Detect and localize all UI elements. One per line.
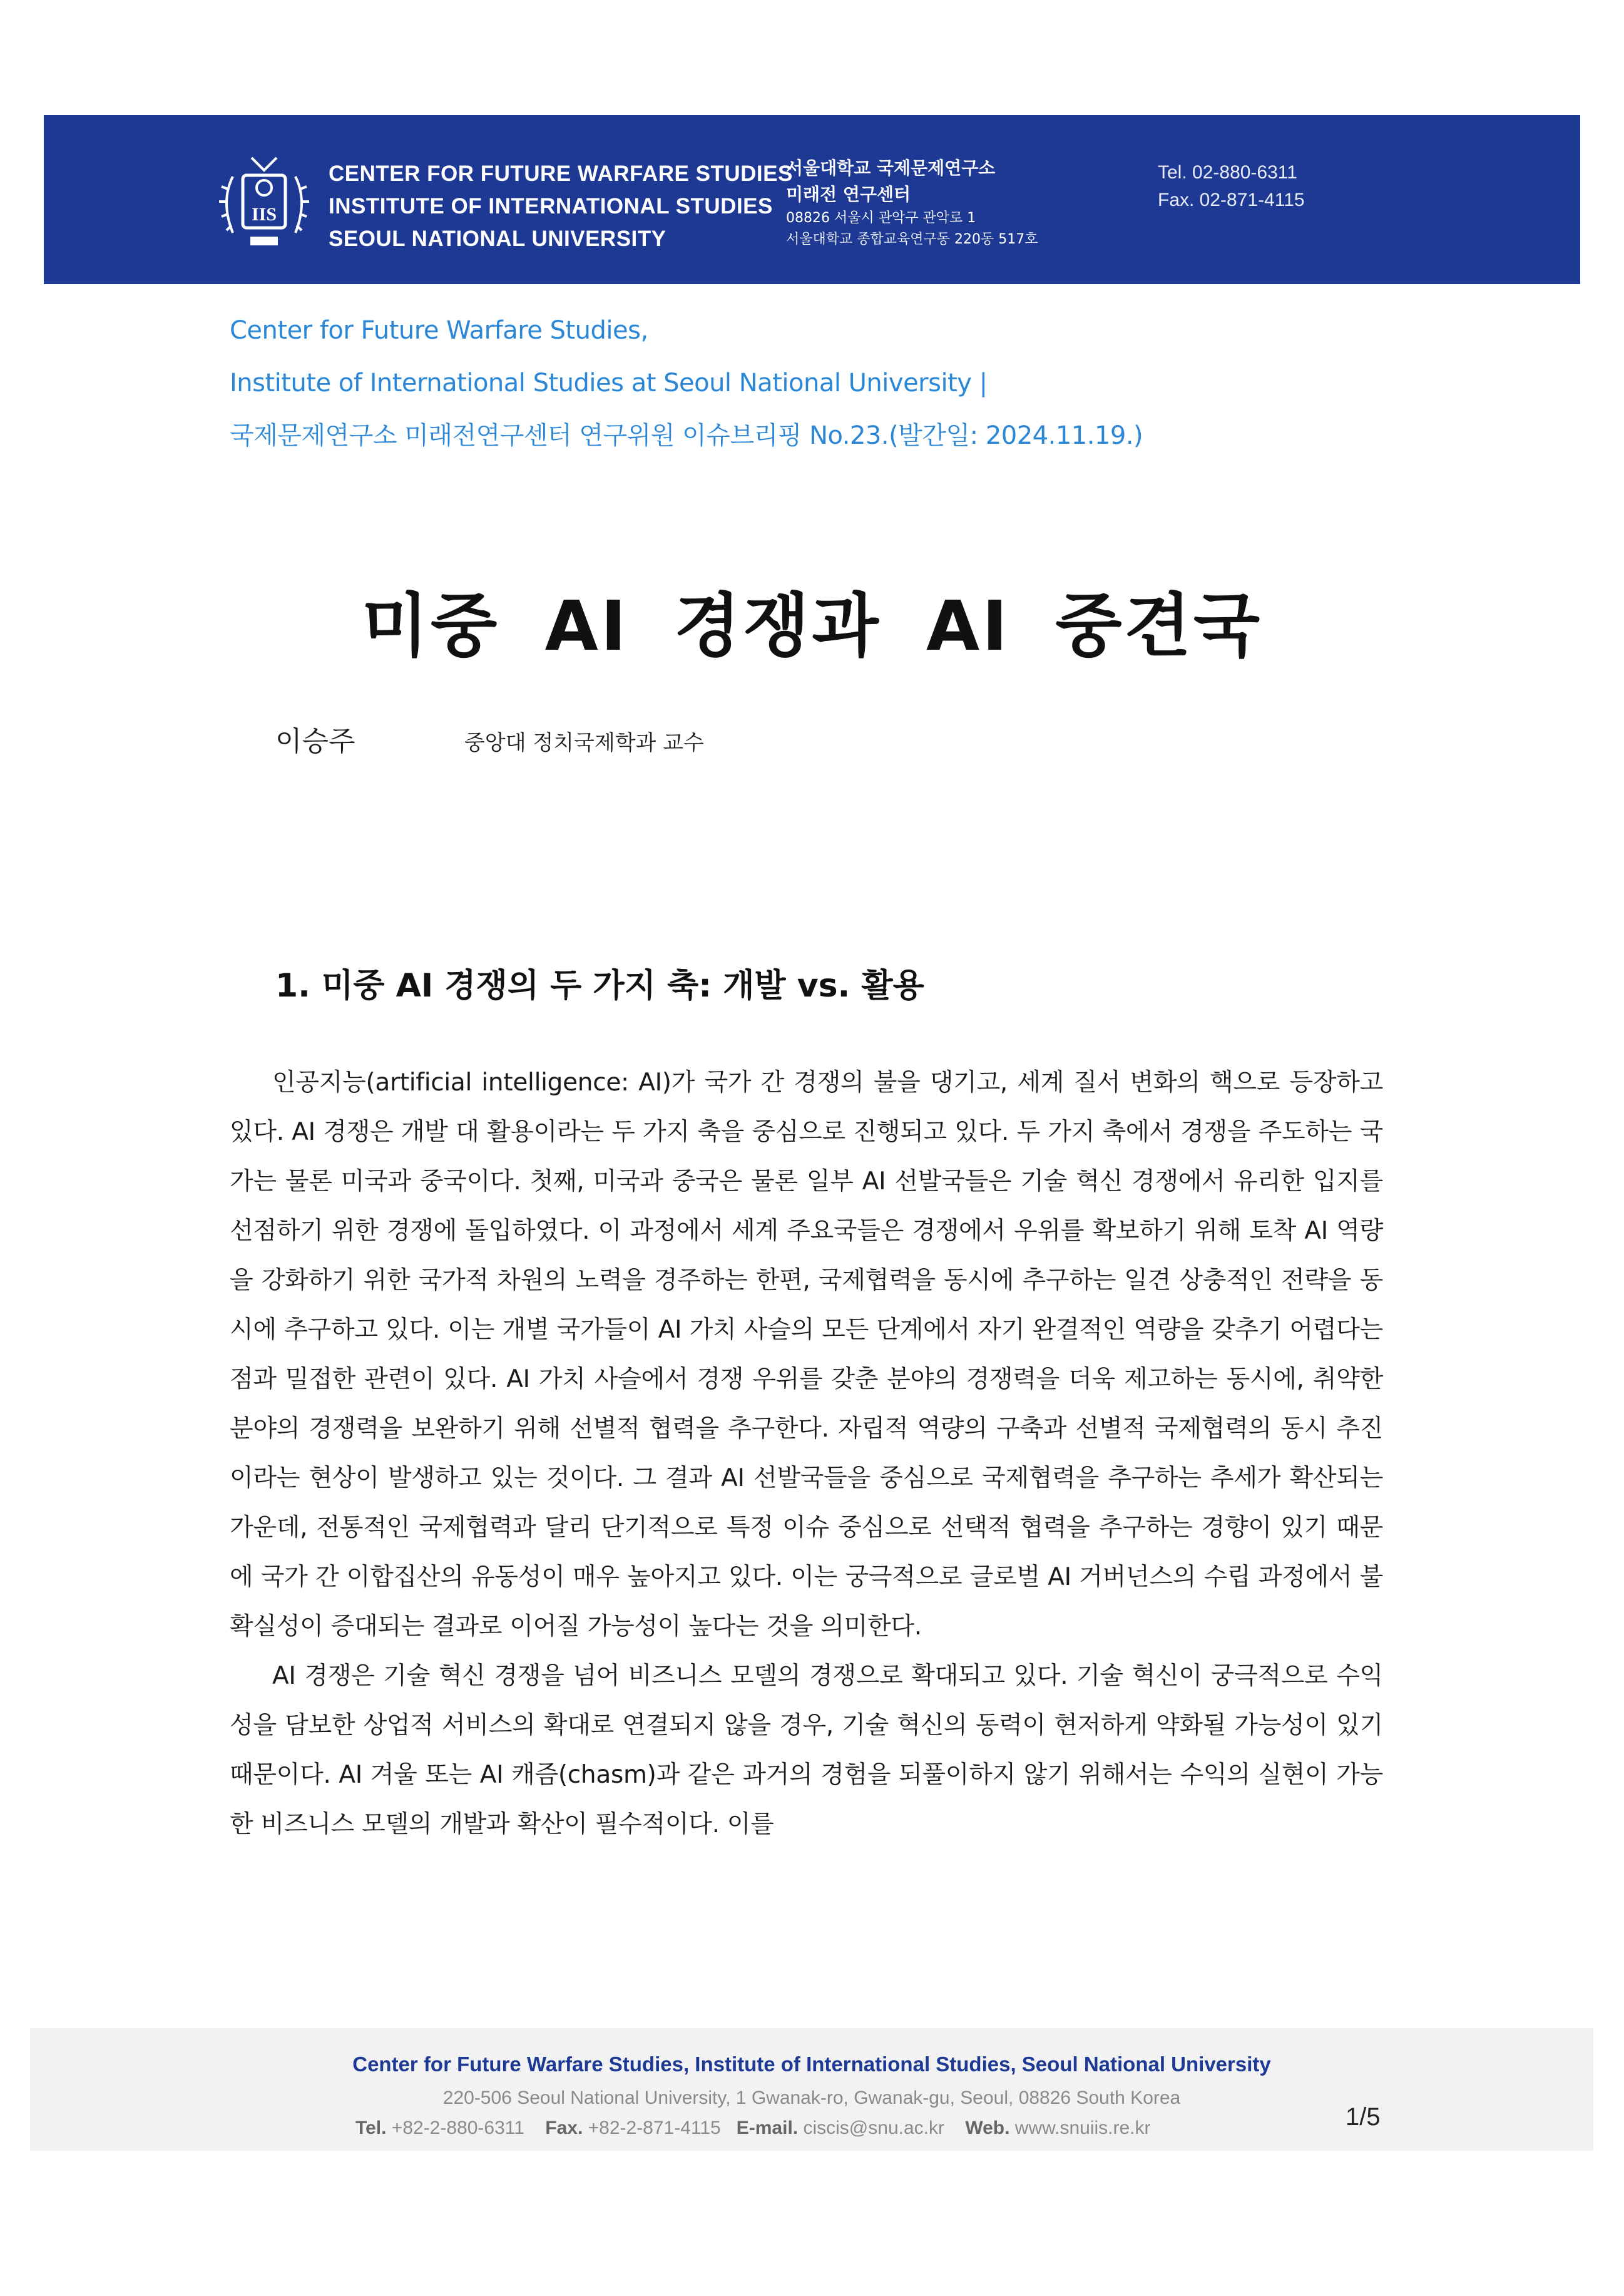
series-line-2: Institute of International Studies at Seoul National University | <box>230 369 988 397</box>
footer-fax: +82-2-871-4115 <box>588 2118 721 2138</box>
document-title: 미중 AI 경쟁과 AI 중견국 <box>361 586 1263 666</box>
footer-fax-label: Fax. <box>545 2118 583 2138</box>
header-en-line: CENTER FOR FUTURE WARFARE STUDIES <box>329 161 793 186</box>
header-tel: Tel. 02-880-6311 <box>1158 162 1297 183</box>
section-heading: 1. 미중 AI 경쟁의 두 가지 축: 개발 vs. 활용 <box>275 967 924 1005</box>
header-ko-name-2: 미래전 연구센터 <box>786 184 911 205</box>
header-ko-name-1: 서울대학교 국제문제연구소 <box>786 158 996 178</box>
header-english-name <box>329 158 793 255</box>
body-text <box>230 1058 1383 1849</box>
body-paragraph: AI 경쟁은 기술 혁신 경쟁을 넘어 비즈니스 모델의 경쟁으로 확대되고 있다. 기술 혁신이 궁극적으로 수익성을 담보한 상업적 서비스의 확대로 연결되지 않을 경우, 기술 혁신의 동력이 현저하게 약화될 가능성이 있기 때문이다. AI 겨울 또는 AI 캐즘(chasm)과 같은 과거의 경험을 되풀이하지 않기 위해서는 수익의 실현이 가능한 비즈니스 모델의 개발과 확산이 필수적이다. 이를 <box>230 1662 1383 1838</box>
footer-tel: +82-2-880-6311 <box>391 2118 524 2138</box>
header-ko-addr-1: 08826 서울시 관악구 관악로 1 <box>786 210 976 226</box>
header-band <box>44 115 1580 284</box>
footer-web: www.snuiis.re.kr <box>1014 2118 1151 2138</box>
footer-tel-label: Tel. <box>355 2118 387 2138</box>
series-info <box>230 304 1143 462</box>
body-paragraph: 인공지능(artificial intelligence: AI)가 국가 간 경쟁의 불을 댕기고, 세계 질서 변화의 핵으로 등장하고 있다. AI 경쟁은 개발 대 활용이라는 두 가지 축을 중심으로 진행되고 있다. 두 가지 축에서 경쟁을 주도하는 국가는 물론 미국과 중국이다. 첫째, 미국과 중국은 물론 일부 AI 선발국들은 기술 혁신 경쟁에서 유리한 입지를 선점하기 위한 경쟁에 돌입하였다. 이 과정에서 세계 주요국들은 경쟁에서 우위를 확보하기 위해 토착 AI 역량을 강화하기 위한 국가적 차원의 노력을 경주하는 한편, 국제협력을 동시에 추구하는 일견 상충적인 전략을 동시에 추구하고 있다. 이는 개별 국가들이 AI 가치 사슬의 모든 단계에서 자기 완결적인 역량을 갖추기 어렵다는 점과 밀접한 관련이 있다. AI 가치 사슬에서 경쟁 우위를 갖춘 분야의 경쟁력을 더욱 제고하는 동시에, 취약한 분야의 경쟁력을 보완하기 위해 선별적 협력을 추구한다. 자립적 역량의 구축과 선별적 국제협력의 동시 추진이라는 현상이 발생하고 있는 것이다. 그 결과 AI 선발국들을 중심으로 국제협력을 추구하는 추세가 확산되는 가운데, 전통적인 국제협력과 달리 단기적으로 특정 이슈 중심으로 선택적 협력을 추구하는 경향이 있기 때문에 국가 간 이합집산의 유동성이 매우 높아지고 있다. 이는 궁극적으로 글로벌 AI 거버넌스의 수립 과정에서 불확실성이 증대되는 결과로 이어질 가능성이 높다는 것을 의미한다. <box>230 1069 1383 1641</box>
author-affiliation: 중앙대 정치국제학과 교수 <box>464 730 704 756</box>
footer-contact <box>355 2116 1151 2141</box>
seal-text: IIS <box>251 204 277 225</box>
header-contact <box>1158 159 1305 214</box>
page-number: 1/5 <box>1346 2103 1381 2131</box>
footer-address: 220-506 Seoul National University, 1 Gwanak-ro, Gwanak-gu, Seoul, 08826 South Korea <box>442 2088 1181 2108</box>
footer-band <box>30 2028 1593 2151</box>
footer-email-label: E-mail. <box>736 2118 799 2138</box>
author-name: 이승주 <box>275 725 355 757</box>
header-en-line: SEOUL NATIONAL UNIVERSITY <box>329 227 666 251</box>
series-line-3: 국제문제연구소 미래전연구센터 연구위원 이슈브리핑 No.23.(발간일: 2024.11.19.) <box>230 421 1143 450</box>
footer-title: Center for Future Warfare Studies, Institute of International Studies, Seoul National University <box>352 2053 1271 2076</box>
header-en-line: INSTITUTE OF INTERNATIONAL STUDIES <box>329 194 773 218</box>
series-line-1: Center for Future Warfare Studies, <box>230 316 648 345</box>
footer-web-label: Web. <box>965 2118 1010 2138</box>
footer-email: ciscis@snu.ac.kr <box>803 2118 944 2138</box>
header-ko-addr-2: 서울대학교 종합교육연구동 220동 517호 <box>786 232 1038 247</box>
header-korean-name <box>786 155 1038 250</box>
university-seal-icon <box>214 151 314 252</box>
header-fax: Fax. 02-871-4115 <box>1158 190 1305 210</box>
